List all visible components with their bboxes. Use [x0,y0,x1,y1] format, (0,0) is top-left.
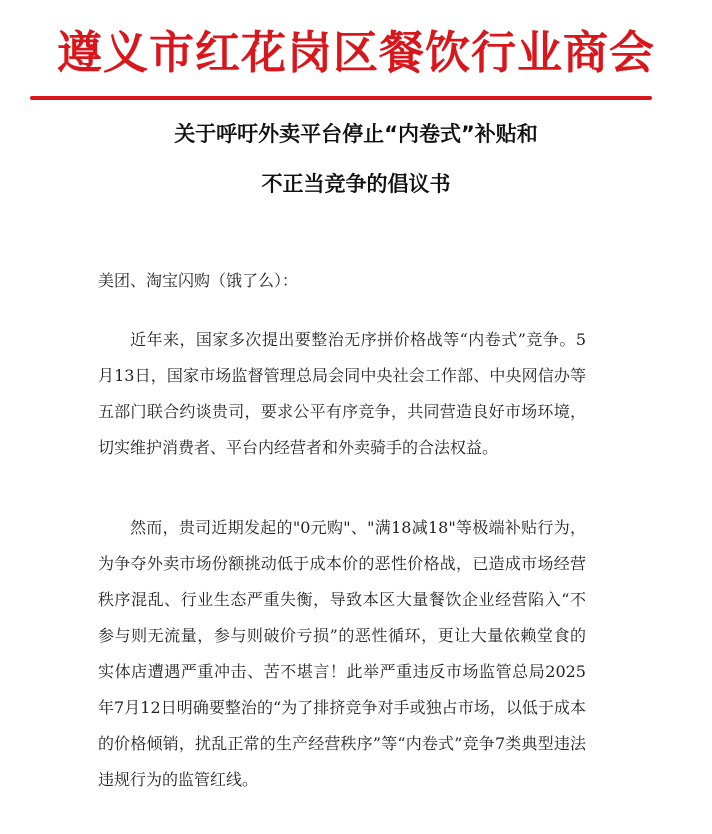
letterhead-red-rule [30,96,652,100]
document-title-line-2: 不正当竞争的倡议书 [261,172,451,196]
salutation: 美团、淘宝闪购（饿了么）： [98,271,299,290]
body-paragraph-2: 然而，贵司近期发起的"0元购"、"满18减18"等极端补贴行为，为争夺外卖市场份额挑动低于成本价的恶性价格战，已造成市场经营秩序混乱、行业生态严重失衡，导致本区大量餐饮企业经营陷入“不参与则无流量，参与则破价亏损”的恶性循环，更让大量依赖堂食的实体店遭遇严重冲击、苦不堪言！此举严重违反市场监管总局2025年7月12日明确要整治的“为了排挤竞争对手或独占市场，以低于成本的价格倾销，扰乱正常的生产经营秩序”等“内卷式”竞争7类典型违法违规行为的监管红线。 [98,518,586,789]
body-paragraph-1: 近年来，国家多次提出要整治无序拼价格战等“内卷式”竞争。5月13日，国家市场监督管理总局会同中央社会工作部、中央网信办等五部门联合约谈贵司，要求公平有序竞争，共同营造良好市场环境，切实维护消费者、平台内经营者和外卖骑手的合法权益。 [98,330,586,457]
document-title-line-1: 关于呼吁外卖平台停止“内卷式”补贴和 [174,122,538,146]
letterhead-organization-name: 遵义市红花岗区餐饮行业商会 [56,26,655,79]
